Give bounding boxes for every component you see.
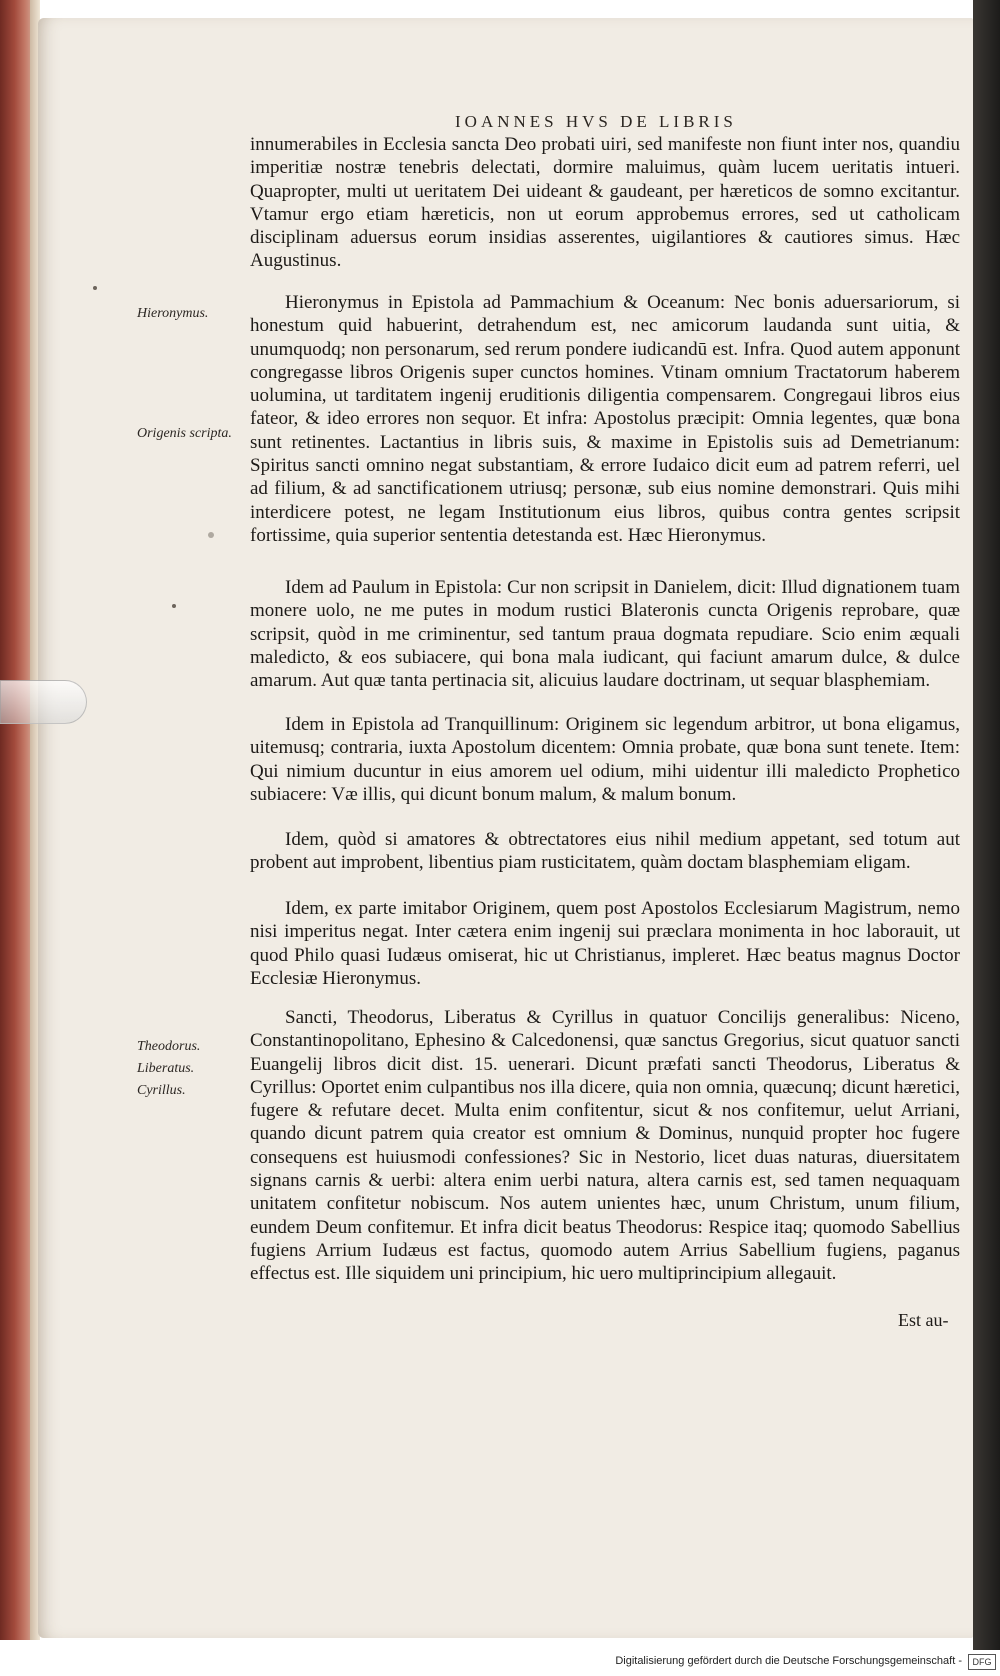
margin-note-cyrillus: Cyrillus. [137,1083,186,1098]
paragraph-6: Idem, ex parte imitabor Originem, quem post Apostolos Ecclesiarum Magistrum, nemo nisi imperitus negat. Inter cætera enim ingenij sui præclara monimenta in hoc laborauit, ut quod Philo quasi Iudæus omiserat, hic ut Christianus, impleret. Hæc beatus magnus Doctor Ecclesiæ Hieronymus. [250,898,960,989]
paragraph-1: innumerabiles in Ecclesia sancta Deo probati uiri, sed manifeste non fiunt inter nos, quandiu imperitiæ nostræ tenebris delectati, dormire maluimus, quàm lucem ueritatis intueri. Quapropter, multi ut ueritatem Dei uideant & gaudeant, per hæreticos de somno excitantur. Vtamur ergo etiam hæreticis, non ut eorum approbemus errores, sed ut catholicam disciplinam aduersus eorum insidias asserentes, uigilantiores & cautiores simus. Hæc Augustinus. [250,134,960,272]
margin-note-liberatus: Liberatus. [137,1061,195,1076]
margin-note-origenis: Origenis scripta. [137,426,232,441]
paragraph-2: Hieronymus in Epistola ad Pammachium & Oceanum: Nec bonis aduersariorum, si honestum quid habuerint, detrahendum est, nec amicorum laudanda sunt uitia, & unumquodq; non personarum, sed rerum pondere iudicandū est. Infra. Quod autem apponunt congregasse libros Origenis super cunctos homines. Vtinam omnium Tractatorum haberem uolumina, ut tarditatem ingenij eruditionis diligentia compensarem. Congregaui libros eius fateor, & ideo errores non sequor. Et infra: Apostolus præcipit: Omnia legentes, quæ bona sunt retinentes. Lactantius in libris suis, & maxime in Epistolis suis ad Demetrianum: Spiritus sancti omnino negat substantiam, & errore Iudaico dicit eum ad patrem referri, uel ad filium, & ad sanctificationem utriusq; personæ, sub eius nomine demonstrari. Quis mihi interdicere potest, ne legam Institutionum eius libros, quibus contra gentes scripsit fortissime, quia superior sententia detestanda est. Hæc Hieronymus. [250,292,960,546]
footer-credit: Digitalisierung gefördert durch die Deutsche Forschungsgemeinschaft - [615,1655,962,1667]
paper-speck [172,604,176,608]
paper-speck [208,532,214,538]
catchword: Est au- [898,1310,949,1330]
paragraph-4: Idem in Epistola ad Tranquillinum: Originem sic legendum arbitror, ut bona eligamus, uitemusq; contraria, iuxta Apostolum dicentem: Omnia probate, quæ bona sunt tenete. Item: Qui nimium ducuntur in eius amorem uel odium, mihi uidentur illi maledicto Prophetico subiacere: Væ illis, qui dicunt bonum malum, & malum bonum. [250,714,960,805]
margin-note-theodorus: Theodorus. [137,1039,201,1054]
page-clip [0,680,87,724]
paragraph-7: Sancti, Theodorus, Liberatus & Cyrillus in quatuor Concilijs generalibus: Niceno, Constantinopolitano, Ephesino & Calcedonensi, quæ sanctus Gregorius, sicut quatuor sancti Euangelij libros dicit dist. 15. uenerari. Dicunt præfati sancti Theodorus, Liberatus & Cyrillus: Oportet enim culpantibus nos illa dicere, quia non omnia, quæcunq; dicunt hæretici, fugere & refutare decet. Multa enim confitentur, sicut & nos confitemur, uelut Arriani, quando dicunt patrem quia creator est omnium & Dominus, nunquid propter hoc fugere consequens est huiusmodi confessiones? Sic in Nestorio, licet duas naturas, diuersitatem signans carnis & uerbi: altera enim uerbi natura, altera carnis est, sed tamen nequaquam unitatem confitetur nobiscum. Nos autem unientes hæc, unum Christum, unum filium, eundem Deum confitemur. Et infra dicit beatus Theodorus: Respice itaq; quomodo Sabellius fugiens Arrium Iudæus est factus, quomodo autem Arrius Sabellium fugiens, paganus effectus est. Ille siquidem uni principium, hic uero multiprincipium allegauit. [250,1007,960,1285]
paragraph-3: Idem ad Paulum in Epistola: Cur non scripsit in Danielem, dicit: Illud dignationem tuam monere uolo, ne me putes in modum rustici Blateronis cuncta Origenis reprobare, quæ scripsit, quòd in me criminentur, sed tantum praua dogmata repudiare. Scio enim æquali maledicto, & eos subiacere, qui bona mala iudicant, qui faciunt amarum dulce, & dulce amarum. Aut quæ tanta pertinacia sit, alicuius laudare doctrinam, ut sequar blasphemiam. [250,577,960,692]
paper-speck [93,286,97,290]
paragraph-5: Idem, quòd si amatores & obtrectatores eius nihil medium appetant, sed totum aut probent aut improbent, libentius piam rusticitatem, quàm doctam blasphemiam eligam. [250,829,960,874]
margin-note-hieronymus: Hieronymus. [137,306,209,321]
running-head: IOANNES HVS DE LIBRIS [455,112,737,131]
scan-edge [973,0,1000,1650]
dfg-logo-icon: DFG [968,1654,996,1670]
